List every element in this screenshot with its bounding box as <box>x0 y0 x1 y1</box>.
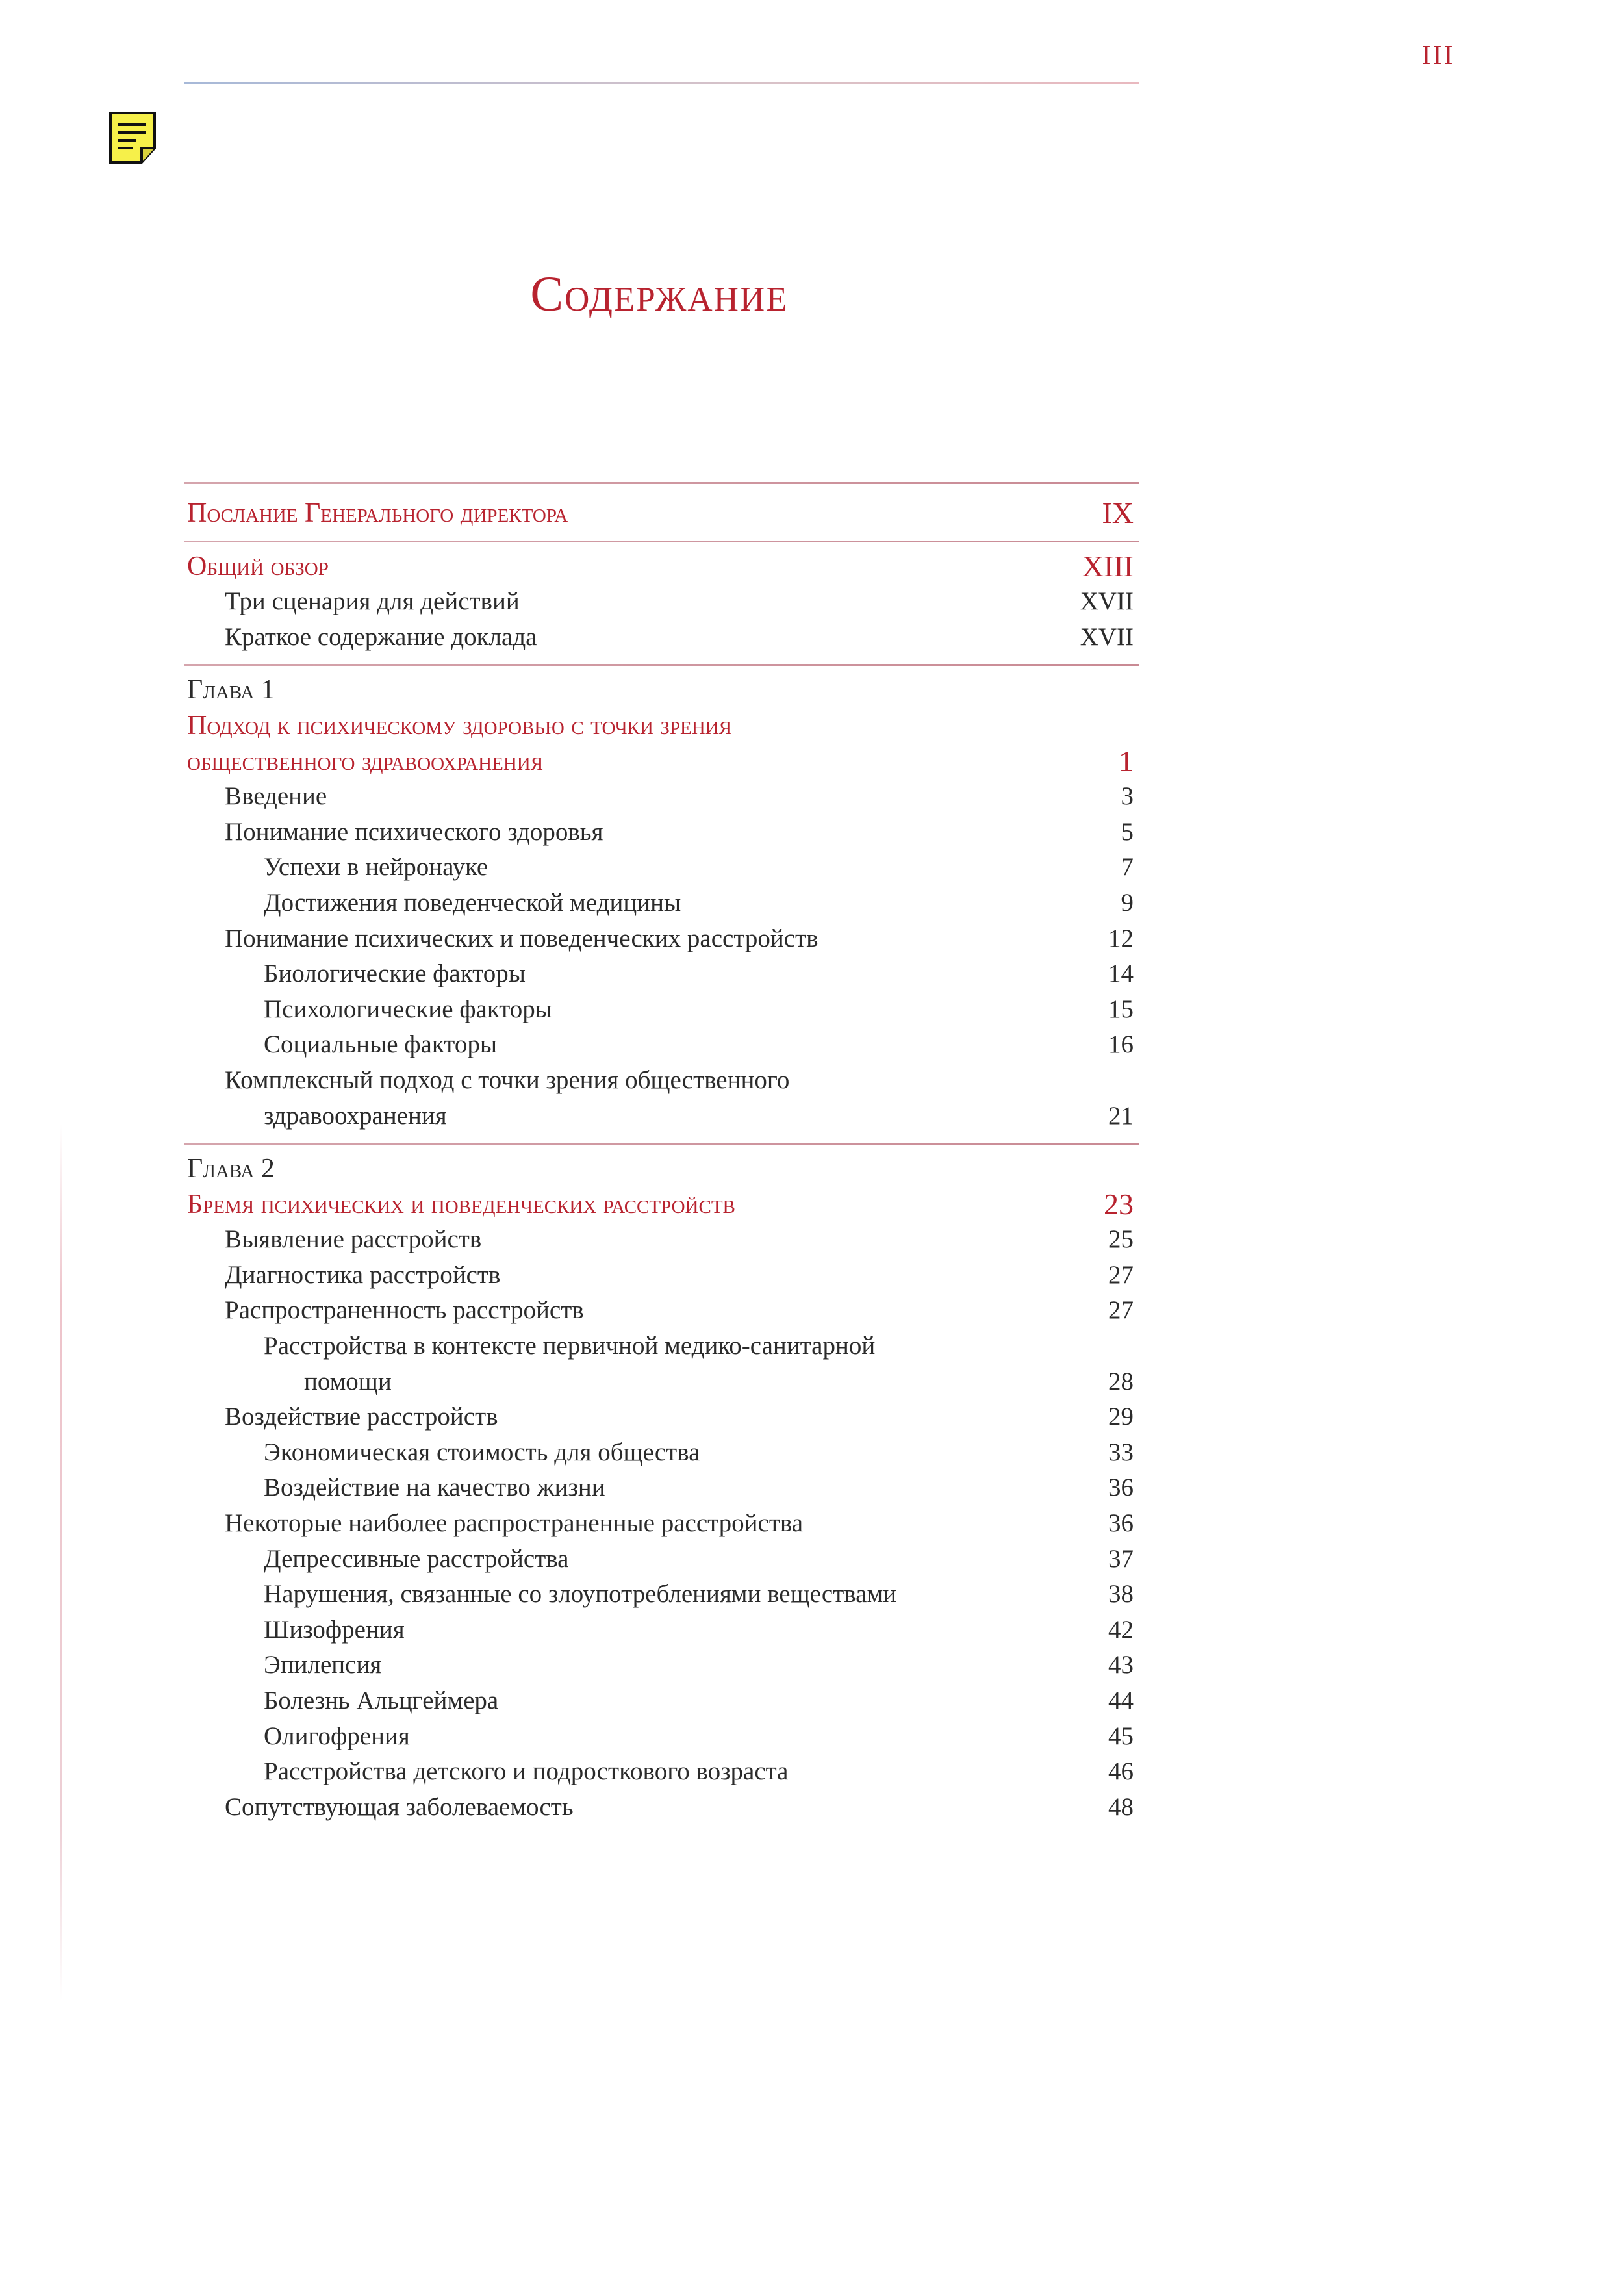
toc-item-page: 43 <box>1108 1651 1134 1679</box>
toc-item-label: Три сценария для действий <box>225 587 520 616</box>
toc-item-label: Некоторые наиболее распространенные расстройства <box>225 1509 804 1538</box>
toc-subitem[interactable] <box>184 1683 1139 1719</box>
toc-item-continuation[interactable] <box>184 1099 1139 1134</box>
toc-subitem[interactable] <box>184 1612 1139 1648</box>
toc-item-page: 3 <box>1121 782 1134 811</box>
toc-item-page: 7 <box>1121 853 1134 882</box>
header-rule <box>184 82 1139 84</box>
toc-item[interactable] <box>184 921 1139 957</box>
toc-item-page: 12 <box>1108 924 1134 952</box>
toc-item[interactable] <box>184 1258 1139 1293</box>
toc-item-label: Расстройства детского и подросткового возраста <box>264 1757 789 1786</box>
toc-item[interactable] <box>184 815 1139 850</box>
toc-item-label: Воздействие на качество жизни <box>264 1473 605 1502</box>
toc-item-label: Комплексный подход с точки зрения общественного <box>225 1065 790 1094</box>
toc-item-label: Краткое содержание доклада <box>225 622 537 651</box>
toc-subitem[interactable] <box>184 1470 1139 1506</box>
toc-entry-message[interactable] <box>184 496 1139 531</box>
toc-subitem[interactable] <box>184 1577 1139 1612</box>
toc-item-page: 21 <box>1108 1101 1134 1130</box>
toc-item-page: 16 <box>1108 1030 1134 1059</box>
chapter-1-title-line-2[interactable] <box>184 744 1139 780</box>
toc-item[interactable] <box>184 1293 1139 1329</box>
toc-item-label: Депрессивные расстройства <box>264 1544 569 1573</box>
toc-item[interactable] <box>184 779 1139 815</box>
toc-item-page: 46 <box>1108 1757 1134 1786</box>
toc-entry-title: Послание Генерального директора <box>187 498 568 528</box>
toc-subitem[interactable] <box>184 1754 1139 1790</box>
toc-item-label: Понимание психического здоровья <box>225 817 603 846</box>
toc-subitem-continuation[interactable] <box>184 1364 1139 1400</box>
toc-item-label: здравоохранения <box>264 1101 447 1130</box>
toc-entry-overview[interactable] <box>184 549 1139 585</box>
toc-item-page: 29 <box>1108 1403 1134 1431</box>
toc-item-page: 27 <box>1108 1260 1134 1289</box>
scan-edge <box>60 1124 62 2001</box>
chapter-2-label <box>184 1151 1139 1187</box>
toc-item[interactable] <box>184 1063 1139 1099</box>
chapter-title: общественного здравоохранения <box>187 746 544 776</box>
toc-item-label: Достижения поведенческой медицины <box>264 888 681 917</box>
toc-item-label: Биологические факторы <box>264 960 526 988</box>
toc-item-page: 5 <box>1121 817 1134 846</box>
toc-item-label: Выявление расстройств <box>225 1225 482 1254</box>
toc-item-page: 28 <box>1108 1367 1134 1395</box>
chapter-page: 1 <box>1119 744 1134 778</box>
toc-item-label: Экономическая стоимость для общества <box>264 1438 700 1466</box>
toc-item-page: 27 <box>1108 1296 1134 1325</box>
toc-item-page: 25 <box>1108 1225 1134 1254</box>
table-of-contents <box>184 482 1139 1825</box>
toc-item[interactable] <box>184 1399 1139 1435</box>
toc-entry-title: Общий обзор <box>187 551 329 581</box>
toc-item-page: 36 <box>1108 1473 1134 1502</box>
toc-item-label: Введение <box>225 782 327 811</box>
page-title: Содержание <box>530 267 789 322</box>
toc-item-label: Эпилепсия <box>264 1651 382 1679</box>
toc-item-label: помощи <box>304 1367 392 1395</box>
toc-subitem[interactable] <box>184 1435 1139 1471</box>
toc-item-page: 33 <box>1108 1438 1134 1466</box>
toc-item-label: Нарушения, связанные со злоупотреблениями веществами <box>264 1580 897 1609</box>
toc-subitem[interactable] <box>184 1027 1139 1063</box>
toc-subitem[interactable] <box>184 1719 1139 1755</box>
toc-item-label: Диагностика расстройств <box>225 1260 501 1289</box>
toc-entry-page: XIII <box>1082 549 1134 583</box>
toc-item-page: 36 <box>1108 1509 1134 1538</box>
toc-item-page: 42 <box>1108 1615 1134 1644</box>
toc-item-page: 45 <box>1108 1722 1134 1750</box>
toc-item-page: 15 <box>1108 995 1134 1023</box>
toc-subitem[interactable] <box>184 1329 1139 1364</box>
toc-item-label: Олигофрения <box>264 1722 410 1750</box>
chapter-page: 23 <box>1104 1187 1134 1221</box>
toc-item[interactable] <box>184 1790 1139 1826</box>
toc-subitem[interactable] <box>184 885 1139 921</box>
toc-item[interactable] <box>184 584 1139 620</box>
toc-item-label: Психологические факторы <box>264 995 553 1023</box>
toc-item-label: Шизофрения <box>264 1615 405 1644</box>
chapter-2-title[interactable] <box>184 1187 1139 1223</box>
chapter-1-label <box>184 672 1139 708</box>
chapter-title: Бремя психических и поведенческих расстройств <box>187 1189 735 1219</box>
page-number: III <box>1421 42 1455 70</box>
toc-item-page: 48 <box>1108 1792 1134 1821</box>
toc-subitem[interactable] <box>184 992 1139 1028</box>
toc-item-label: Воздействие расстройств <box>225 1403 498 1431</box>
toc-item-page: 37 <box>1108 1544 1134 1573</box>
toc-item-page: 44 <box>1108 1687 1134 1714</box>
toc-item-page: 9 <box>1121 888 1134 917</box>
chapter-1-title-line-1[interactable] <box>184 708 1139 744</box>
toc-item-label: Понимание психических и поведенческих расстройств <box>225 924 818 952</box>
toc-item-page: XVII <box>1080 587 1134 616</box>
toc-subitem[interactable] <box>184 1542 1139 1577</box>
toc-entry-page: IX <box>1102 496 1134 529</box>
toc-item-page: XVII <box>1080 622 1134 651</box>
toc-item-label: Расстройства в контексте первичной медико-санитарной <box>264 1332 876 1360</box>
toc-subitem[interactable] <box>184 850 1139 885</box>
toc-subitem[interactable] <box>184 956 1139 992</box>
chapter-label: Глава 1 <box>187 675 275 706</box>
toc-item[interactable] <box>184 620 1139 656</box>
toc-item-page: 38 <box>1108 1580 1134 1609</box>
toc-item-page: 14 <box>1108 960 1134 988</box>
toc-item-label: Сопутствующая заболеваемость <box>225 1792 574 1821</box>
toc-item-label: Успехи в нейронауке <box>264 853 488 882</box>
toc-item[interactable] <box>184 1506 1139 1542</box>
chapter-title: Подход к психическому здоровью с точки зрения <box>187 710 731 741</box>
sticky-note-icon[interactable] <box>108 110 159 165</box>
toc-item-label: Распространенность расстройств <box>225 1296 584 1325</box>
toc-item-label: Социальные факторы <box>264 1030 498 1059</box>
toc-item[interactable] <box>184 1222 1139 1258</box>
toc-subitem[interactable] <box>184 1648 1139 1683</box>
chapter-label: Глава 2 <box>187 1154 275 1184</box>
toc-item-label: Болезнь Альцгеймера <box>264 1687 499 1714</box>
